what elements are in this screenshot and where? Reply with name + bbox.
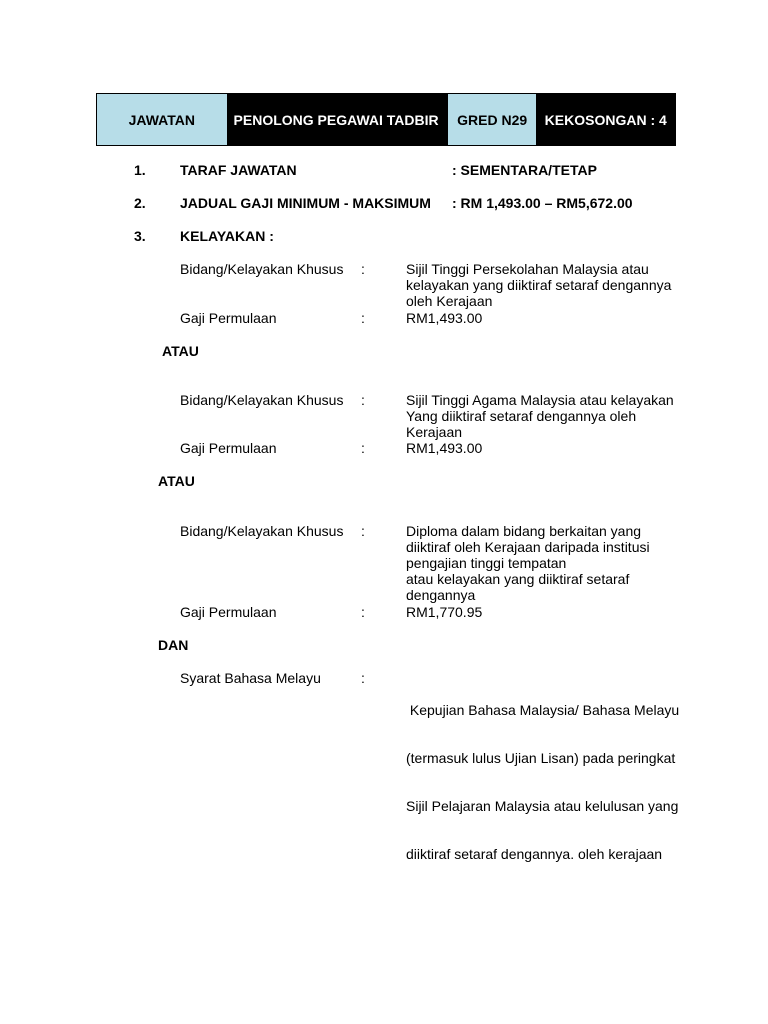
bahasa-description: [406, 670, 691, 878]
item-1-value: : SEMENTARA/TETAP: [452, 162, 597, 178]
connector-atau-2: ATAU: [158, 473, 195, 489]
bahasa-line: (termasuk lulus Ujian Lisan) pada peringkat: [406, 750, 676, 766]
section-3-description: [406, 523, 691, 603]
item-1-label: TARAF JAWATAN: [180, 162, 297, 178]
connector-atau-1: ATAU: [162, 343, 199, 359]
section-1-field-label: Bidang/Kelayakan Khusus: [180, 261, 344, 277]
section-2-field-label: Bidang/Kelayakan Khusus: [180, 392, 344, 408]
section-1-salary-value: RM1,493.00: [406, 310, 483, 326]
section-1-salary-label: Gaji Permulaan: [180, 310, 277, 326]
job-header-bar: [96, 93, 676, 146]
item-2-number: 2.: [134, 195, 146, 211]
section-1-line: kelayakan yang diiktiraf setaraf dengannya: [406, 277, 672, 293]
bahasa-line: diiktiraf setaraf dengannya. oleh kerajaan: [406, 846, 663, 862]
header-job-title: PENOLONG PEGAWAI TADBIR: [227, 94, 448, 145]
section-2-colon: :: [361, 392, 365, 408]
header-gred: GRED N29: [448, 94, 537, 145]
section-3-field-label: Bidang/Kelayakan Khusus: [180, 523, 344, 539]
item-3-number: 3.: [134, 228, 146, 244]
section-2-description: [406, 392, 691, 440]
section-3-line: diiktiraf oleh Kerajaan daripada institusi: [406, 539, 650, 555]
section-2-line: Kerajaan: [406, 424, 463, 440]
section-3-line: dengannya: [406, 587, 476, 603]
item-1-number: 1.: [134, 162, 146, 178]
section-1-description: [406, 261, 691, 309]
section-1-salary-colon: :: [361, 310, 365, 326]
bahasa-label: Syarat Bahasa Melayu: [180, 670, 321, 686]
section-1-line: Sijil Tinggi Persekolahan Malaysia atau: [406, 261, 649, 277]
section-2-salary-colon: :: [361, 440, 365, 456]
section-2-line: Sijil Tinggi Agama Malaysia atau kelayakan: [406, 392, 674, 408]
bahasa-line: Kepujian Bahasa Malaysia/ Bahasa Melayu: [406, 702, 680, 718]
bahasa-colon: :: [361, 670, 365, 686]
item-3-label: KELAYAKAN :: [180, 228, 274, 244]
section-3-salary-value: RM1,770.95: [406, 604, 483, 620]
section-3-salary-label: Gaji Permulaan: [180, 604, 277, 620]
section-1-colon: :: [361, 261, 365, 277]
section-3-line: atau kelayakan yang diiktiraf setaraf: [406, 571, 630, 587]
connector-dan: DAN: [158, 637, 189, 653]
section-1-line: oleh Kerajaan: [406, 293, 493, 309]
item-2-label: JADUAL GAJI MINIMUM - MAKSIMUM: [180, 195, 431, 211]
bahasa-line: Sijil Pelajaran Malaysia atau kelulusan yang: [406, 798, 679, 814]
section-3-salary-colon: :: [361, 604, 365, 620]
header-jawatan: JAWATAN: [97, 94, 227, 145]
section-3-line: Diploma dalam bidang berkaitan yang: [406, 523, 642, 539]
section-3-colon: :: [361, 523, 365, 539]
section-2-salary-value: RM1,493.00: [406, 440, 483, 456]
section-2-salary-label: Gaji Permulaan: [180, 440, 277, 456]
header-kekosongan: KEKOSONGAN : 4: [536, 94, 675, 145]
section-3-line: pengajian tinggi tempatan: [406, 555, 567, 571]
section-2-line: Yang diiktiraf setaraf dengannya oleh: [406, 408, 637, 424]
item-2-value: : RM 1,493.00 – RM5,672.00: [452, 195, 633, 211]
